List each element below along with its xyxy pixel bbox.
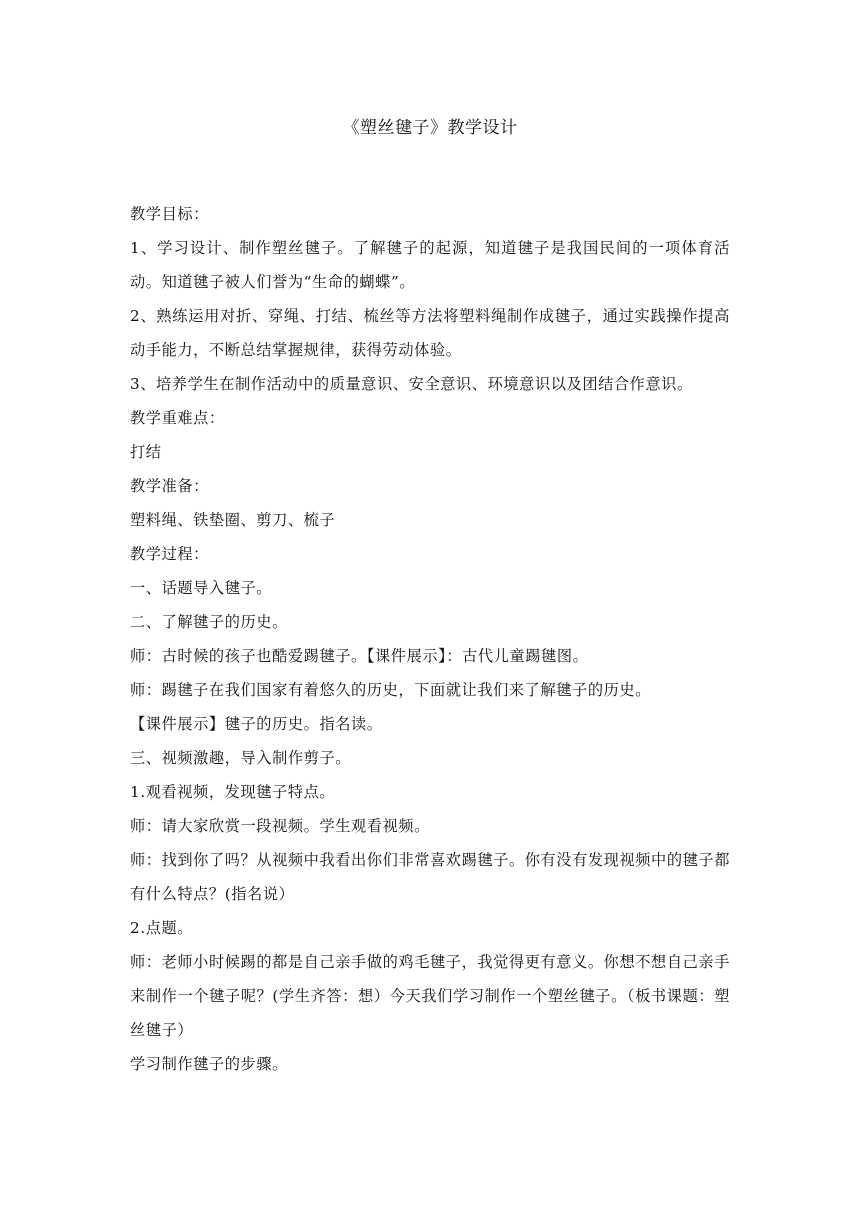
preparation-text: 塑料绳、铁垫圈、剪刀、梳子 (130, 511, 336, 529)
teacher-line: 师：古时候的孩子也酷爱踢毽子。【课件展示】：古代儿童踢毽图。 (130, 647, 589, 665)
closing-line: 学习制作毽子的步骤。 (130, 1055, 288, 1073)
heading-preparation: 教学准备： (130, 477, 209, 495)
teacher-line: 师：请大家欣赏一段视频。学生观看视频。 (130, 817, 430, 835)
process-step-1: 一、话题导入毽子。 (130, 579, 273, 597)
heading-teaching-goals: 教学目标： (130, 205, 209, 223)
process-step-3: 三、视频激趣，导入制作剪子。 (130, 749, 352, 767)
heading-key-difficulty: 教学重难点： (130, 409, 225, 427)
document-title: 《塑丝毽子》教学设计 (342, 118, 518, 138)
teacher-line: 师：踢毽子在我们国家有着悠久的历史，下面就让我们来了解毽子的历史。 (130, 681, 651, 699)
heading-process: 教学过程： (130, 545, 209, 563)
courseware-line: 【课件展示】毽子的历史。指名读。 (130, 715, 383, 733)
process-step-2: 二、了解毽子的历史。 (130, 613, 288, 631)
goal-item-3: 3、培养学生在制作活动中的质量意识、安全意识、环境意识以及团结合作意识。 (130, 375, 693, 393)
goal-item-2: 2、熟练运用对折、穿绳、打结、梳丝等方法将塑料绳制作成毽子，通过实践操作提高动手能力，不断总结掌握规律，获得劳动体验。 (130, 307, 730, 359)
teacher-line: 师：找到你了吗？从视频中我看出你们非常喜欢踢毽子。你有没有发现视频中的毽子都有什么特点？(指名说） (130, 851, 730, 903)
teacher-line: 师：老师小时候踢的都是自己亲手做的鸡毛毽子，我觉得更有意义。你想不想自己亲手来制作一个毽子呢？(学生齐答：想）今天我们学习制作一个塑丝毽子。（板书课题：塑丝毽子） (130, 953, 730, 1039)
sub-step-2: 2.点题。 (130, 919, 194, 937)
key-difficulty-text: 打结 (130, 443, 162, 461)
document-body (130, 197, 730, 1081)
goal-item-1: 1、学习设计、制作塑丝毽子。了解毽子的起源，知道毽子是我国民间的一项体育活动。知道毽子被人们誉为“生命的蝴蝶”。 (130, 239, 730, 291)
sub-step-1: 1.观看视频，发现毽子特点。 (130, 783, 336, 801)
